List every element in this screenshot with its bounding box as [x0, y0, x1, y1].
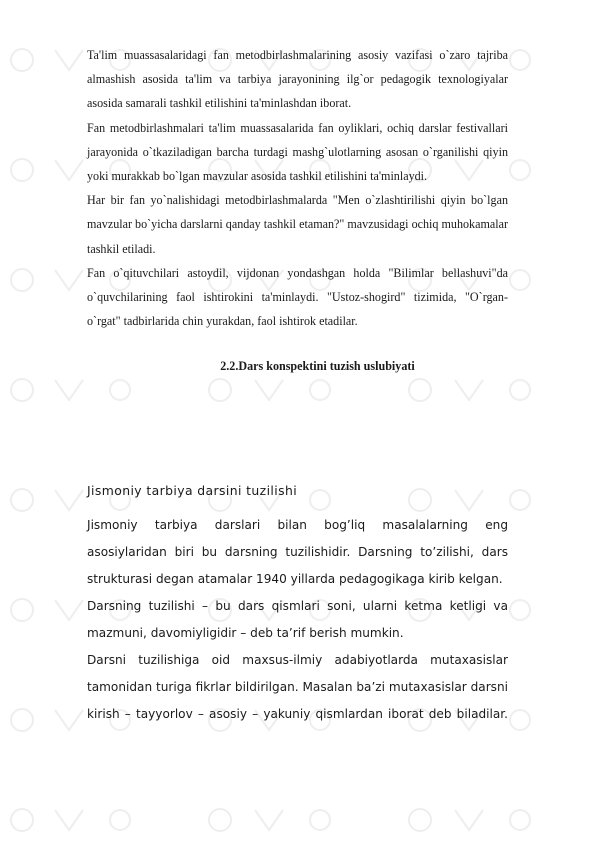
paragraph-1: Ta'lim muassasalaridagi fan metodbirlashmalarining asosiy vazifasi o`zaro tajriba almashish asosida ta'lim va tarbiya jarayonining ilg`or pedagogik texnologiyalar asosida samarali tashkil etilishini ta'minlashdan iborat. [87, 48, 508, 111]
body-section [87, 512, 508, 728]
paragraph-2: Fan metodbirlashmalari ta'lim muassasalarida fan oyliklari, ochiq darslar festivallari jarayonida o`tkaziladigan barcha turdagi mashg`ulotlarning asosan o`rganilishi qiyin yoki murakkab bo`lgan mavzular asosida tashkil etilishini ta'minlaydi. [87, 120, 508, 184]
body-paragraph-3: Darsni tuzilishiga oid maxsus-ilmiy adabiyotlarda mutaxasislar tamonidan turiga fikrlar bildirilgan. Masalan ba’zi mutaxasislar darsni kirish – tayyorlov – asosiy – yakuniy qismlardan iborat deb biladilar. [87, 653, 508, 721]
body-paragraph-2: Darsning tuzilishi – bu dars qismlari soni, ularni ketma ketligi va mazmuni, davomiyligidir – deb ta’rif berish mumkin. [87, 599, 508, 640]
intro-section [87, 43, 508, 333]
paragraph-3: Har bir fan yo`nalishidagi metodbirlashmalarda "Men o`zlashtirilishi qiyin bo`lgan mavzular bo`yicha darslarni qanday tashkil etaman?" mavzusidagi ochiq muhokamalar tashkil etiladi. [87, 193, 508, 256]
document-content [87, 43, 508, 721]
subheading: Jismoniy tarbiya darsini tuzilishi [87, 483, 298, 498]
paragraph-4: Fan o`qituvchilari astoydil, vijdonan yondashgan holda "Bilimlar bellashuvi"da o`quvchilarining faol ishtirokini ta'minlaydi. "Ustoz-shogird" tizimida, "O`rgan-o`rgat" tadbirlarida chin yurakdan, faol ishtirok etadilar. [87, 265, 508, 329]
body-paragraph-1: Jismoniy tarbiya darslari bilan bog’liq masalalarning eng asosiylaridan biri bu darsning tuzilishidir. Darsning to’zilishi, dars strukturasi degan atamalar 1940 yillarda pedagogikaga kirib kelgan. [87, 518, 508, 586]
section-title: 2.2.Dars konspektini tuzish uslubiyati [220, 359, 415, 373]
